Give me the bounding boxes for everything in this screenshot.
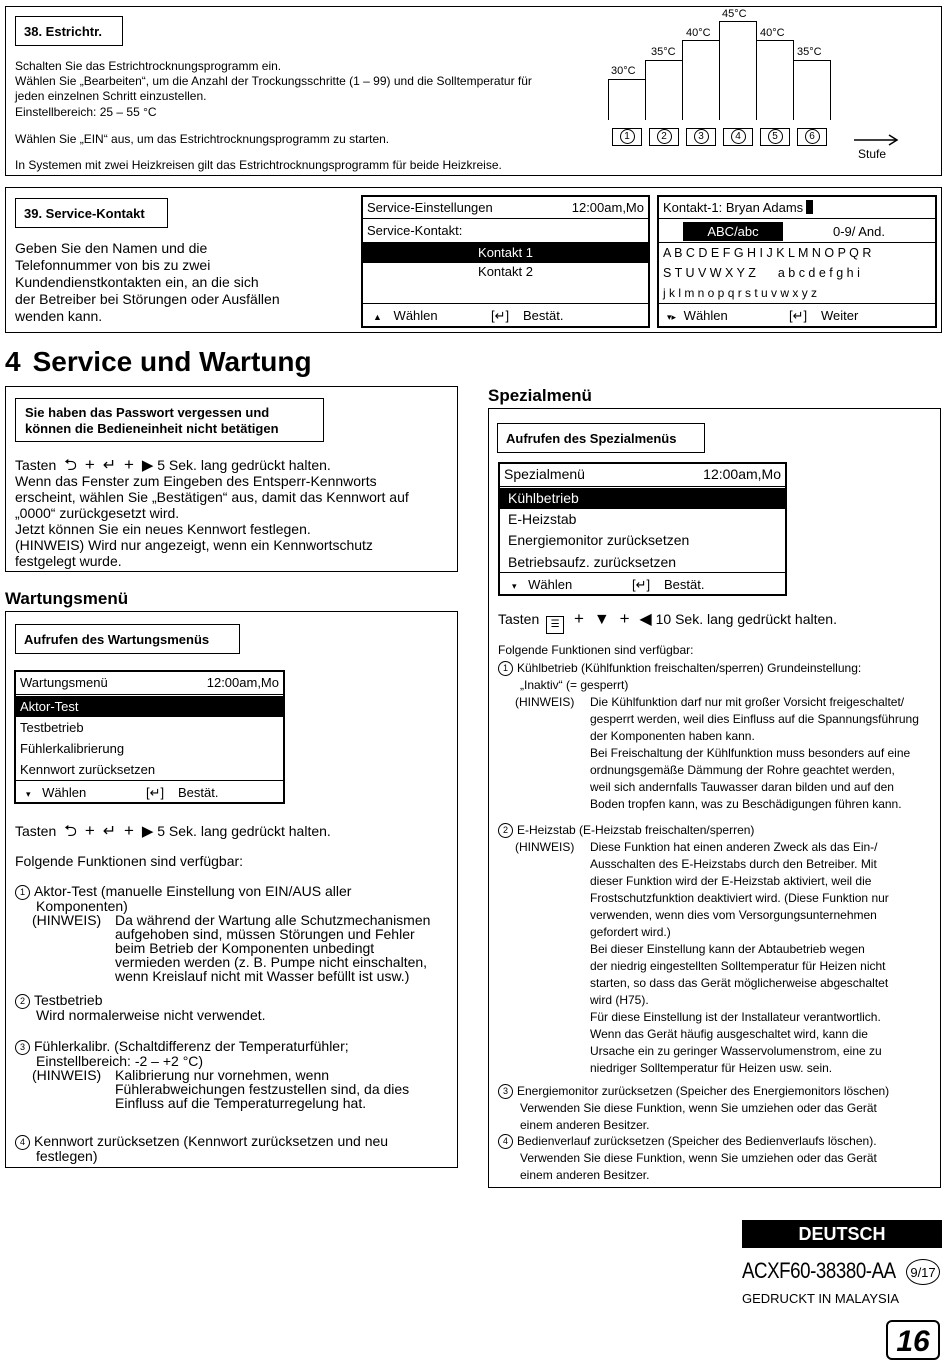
spezial-f4-line-3: einem anderen Besitzer. <box>520 1168 650 1182</box>
text-cursor <box>806 200 813 214</box>
screen-time: 12:00am,Mo <box>571 200 644 215</box>
sec38-line-4: Einstellbereich: 25 – 55 °C <box>15 105 157 119</box>
menu-item-testbetrieb[interactable]: Testbetrieb <box>20 720 84 735</box>
step-temp-5: 40°C <box>760 27 785 39</box>
wartung-f3-note-1: Kalibrierung nur vornehmen, wenn <box>115 1067 330 1083</box>
section-39-tag: 39. Service-Kontakt <box>15 198 168 228</box>
keyboard-row-2[interactable]: S T U V W X Y Z a b c d e f g h i <box>663 266 860 280</box>
play-right-icon: ▶ <box>141 823 154 840</box>
page-fraction: 9/17 <box>906 1259 940 1285</box>
screen-title: Spezialmenü 12:00am,Mo <box>500 464 785 485</box>
language-badge: DEUTSCH <box>742 1220 942 1248</box>
wartung-f1-title: 1 Aktor-Test (manuelle Einstellung von EIN/AUS aller <box>15 884 351 900</box>
service-contact-label: Service-Kontakt: <box>367 223 463 238</box>
pw-line-1: Wenn das Fenster zum Eingeben des Entsperr-Kennworts <box>15 473 377 489</box>
menu-item-energiemonitor[interactable]: Energiemonitor zurücksetzen <box>508 532 690 548</box>
wartung-f2-title: 2 Testbetrieb <box>15 993 102 1009</box>
spezial-avail: Folgende Funktionen sind verfügbar: <box>498 643 694 657</box>
back-arrow-icon: ⮌ <box>64 457 77 474</box>
screen-footer <box>363 305 648 326</box>
sec38-line-2: Wählen Sie „Bearbeiten“, um die Anzahl der Trockungsschritte (1 – 99) und die Solltemperatur für <box>15 74 532 88</box>
wartung-f1-note-5: wenn Kreislauf nicht mit Wasser befüllt ist usw.) <box>115 968 410 984</box>
footer-select-label: Wählen <box>528 577 573 592</box>
footer-select-label: Wählen <box>683 308 728 323</box>
spezial-f2-note-line: niedriger Solltemperatur für Heizen usw. sein. <box>590 1061 833 1075</box>
spezial-f4-line-2: Verwenden Sie diese Funktion, wenn Sie umziehen oder das Gerät <box>520 1151 877 1165</box>
step-temp-4: 45°C <box>722 8 747 20</box>
wartung-f1-note-4: vermieden werden (z. B. Pumpe nicht einschalten, <box>115 954 428 970</box>
spezial-f1-note-5: ordnungsgemäße Dämmung der Rohre geachtet werden, <box>590 763 895 777</box>
maintenance-menu-screen <box>14 670 285 804</box>
footer-select-label: Wählen <box>393 308 438 323</box>
footer-confirm-label: Bestät. <box>523 308 564 323</box>
wartung-f2-desc: Wird normalerweise nicht verwendet. <box>36 1007 266 1023</box>
step-number-4: 4 <box>723 128 753 146</box>
sec38-line-1: Schalten Sie das Estrichtrocknungsprogramm ein. <box>15 59 282 73</box>
spezial-f2-hinweis: (HINWEIS) <box>515 840 575 854</box>
triangle-down-icon: ▾ <box>26 789 31 799</box>
contact-screen-footer <box>659 305 935 326</box>
special-menu-screen <box>498 462 787 596</box>
wartung-heading: Wartungsmenü <box>5 589 129 608</box>
triangle-down-icon: ▼ <box>593 611 610 628</box>
spezial-f1-note-3: der Komponenten haben kann. <box>590 729 755 743</box>
contact-entry-screen <box>657 195 937 328</box>
wartung-f3-note-2: Fühlerabweichungen festzustellen sind, da dies <box>115 1081 410 1097</box>
contact-title: Kontakt-1: Bryan Adams <box>659 197 935 218</box>
chapter-number: 4 <box>5 346 21 377</box>
enter-key-icon: [↵] <box>789 308 808 323</box>
spezial-f2-note-line: Für diese Einstellung ist der Installateur verantwortlich. <box>590 1010 881 1024</box>
screen-footer <box>500 574 785 595</box>
wartung-f3-title: 3 Fühlerkalibr. (Schaltdifferenz der Temperaturfühler; <box>15 1039 349 1055</box>
keyboard-row-1[interactable]: A B C D E F G H I J K L M N O P Q R <box>663 246 872 260</box>
stufe-label: Stufe <box>858 147 887 161</box>
step-number-1: 1 <box>612 128 642 146</box>
pw-line-2: erscheint, wählen Sie „Bestätigen“ aus, damit das Kennwort auf <box>15 489 409 505</box>
sec38-line-5: Wählen Sie „EIN“ aus, um das Estrichtrocknungsprogramm zu starten. <box>15 132 390 146</box>
step-number-2: 2 <box>649 128 679 146</box>
page-number: 16 <box>886 1320 940 1360</box>
wartung-f1-note-1: Da während der Wartung alle Schutzmechanismen <box>115 912 431 928</box>
step-bar-4 <box>719 21 757 120</box>
spezial-f2-note-line: dieser Funktion wird der E-Heizstab aktiviert, weil die <box>590 874 872 888</box>
enter-key-icon: [↵] <box>146 785 165 800</box>
wartung-f3-title-2: Einstellbereich: -2 – +2 °C) <box>36 1053 204 1069</box>
spezial-f2-note-line: der niedrig eingestellten Solltemperatur für Heizen nicht <box>590 959 886 973</box>
spezial-f3-line-2: Verwenden Sie diese Funktion, wenn Sie umziehen oder das Gerät <box>520 1101 877 1115</box>
document-code: ACXF60-38380-AA <box>742 1258 896 1283</box>
spezial-f1-note-4: Bei Freischaltung der Kühlfunktion muss besonders auf eine <box>590 746 911 760</box>
screen-title: Service-Einstellungen 12:00am,Mo <box>363 197 648 218</box>
pw-keys-line: Tasten ⮌ + ↵ + ▶ 5 Sek. lang gedrückt halten. <box>15 455 331 474</box>
list-menu-icon: ☰ <box>546 616 564 634</box>
spezial-keys-line: Tasten ☰ + ▼ + ◀ 10 Sek. lang gedrückt halten. <box>498 610 837 634</box>
wartung-f3-hinweis: (HINWEIS) <box>32 1067 102 1083</box>
spezial-f2-note-line: Ausschalten des E-Heizstabs durch den Betreiber. Mit <box>590 857 877 871</box>
footer-next-label: Weiter <box>821 308 859 323</box>
step-temp-3: 40°C <box>686 27 711 39</box>
wartung-avail: Folgende Funktionen sind verfügbar: <box>15 853 244 869</box>
step-temp-6: 35°C <box>797 46 822 58</box>
wartung-f3-note-3: Einfluss auf die Temperaturregelung hat. <box>115 1095 367 1111</box>
enter-key-icon: [↵] <box>632 577 651 592</box>
spezial-f3-line-3: einem anderen Besitzer. <box>520 1118 650 1132</box>
pw-line-4: Jetzt können Sie ein neues Kennwort festlegen. <box>15 521 311 537</box>
printed-in: GEDRUCKT IN MALAYSIA <box>742 1291 899 1306</box>
play-right-icon: ▶ <box>141 457 154 474</box>
wartung-f1-note-3: beim Betrieb der Komponenten unbedingt <box>115 940 375 956</box>
step-number-3: 3 <box>686 128 716 146</box>
enter-icon: ↵ <box>102 823 117 840</box>
spezial-f2-note-line: starten, so dass das Gerät möglicherweise abgeschaltet <box>590 976 889 990</box>
triangle-down-icon: ▾ <box>512 581 517 591</box>
section-38-tag: 38. Estrichtr. <box>15 16 123 46</box>
sec39-line-4: der Betreiber bei Störungen oder Ausfällen <box>15 291 280 307</box>
triangle-left-icon: ◀ <box>639 611 652 628</box>
sec39-line-5: wenden kann. <box>15 308 103 324</box>
enter-key-icon: [↵] <box>491 308 510 323</box>
wartung-f4-title-2: festlegen) <box>36 1148 98 1164</box>
menu-item-fuehlerkalibrierung[interactable]: Fühlerkalibrierung <box>20 741 125 756</box>
spezial-f4-title: 4 Bedienverlauf zurücksetzen (Speicher des Bedienverlaufs löschen). <box>498 1133 877 1149</box>
spezial-heading: Spezialmenü <box>488 386 592 405</box>
spezial-f1-note-7: Boden tropfen kann, was zu Beschädigungen führen kann. <box>590 797 902 811</box>
screen-footer <box>16 782 283 803</box>
password-tag: Sie haben das Passwort vergessen und können die Bedieneinheit nicht betätigen <box>15 398 324 442</box>
spezial-f2-note-line: verwenden, wenn dies vom Versorgungsunternehmen <box>590 908 877 922</box>
service-settings-screen <box>361 195 650 328</box>
menu-item-kennwort[interactable]: Kennwort zurücksetzen <box>20 762 156 777</box>
spezial-f2-title: 2 E-Heizstab (E-Heizstab freischalten/sperren) <box>498 822 754 838</box>
spezial-f2-note-line: Ursache ein zu geringer Wasservolumenstrom, eine zu <box>590 1044 882 1058</box>
tab-numbers[interactable]: 0-9/ And. <box>832 224 886 239</box>
triangle-up-icon: ▲ <box>373 312 382 322</box>
spezial-f2-note-line: wird (H75). <box>590 993 649 1007</box>
spezial-f1-note-1: Die Kühlfunktion darf nur mit großer Vorsicht freigeschaltet/ <box>590 695 905 709</box>
step-bar-6 <box>793 60 831 120</box>
menu-item-aktor-test[interactable]: Aktor-Test <box>16 696 283 717</box>
spezial-f2-note-line: Wenn das Gerät häufig ausgeschaltet wird, kann die <box>590 1027 868 1041</box>
back-arrow-icon: ⮌ <box>64 823 77 840</box>
pw-line-3: „0000“ zurückgesetzt wird. <box>15 505 180 521</box>
spezial-f1-hinweis: (HINWEIS) <box>515 695 575 709</box>
sec39-line-3: Kundendienstkontakten ein, an die sich <box>15 274 259 290</box>
menu-item-kontakt-1[interactable]: Kontakt 1 <box>363 242 648 263</box>
sec39-line-2: Telefonnummer von bis zu zwei <box>15 257 211 273</box>
sec38-line-6: In Systemen mit zwei Heizkreisen gilt das Estrichtrocknungsprogramm für beide Heizkreise. <box>15 158 502 172</box>
step-temp-1: 30°C <box>611 65 636 77</box>
spezial-f3-title: 3 Energiemonitor zurücksetzen (Speicher des Energiemonitors löschen) <box>498 1083 889 1099</box>
step-temp-2: 35°C <box>651 46 676 58</box>
enter-icon: ↵ <box>102 457 117 474</box>
sec39-line-1: Geben Sie den Namen und die <box>15 240 208 256</box>
footer-select-label: Wählen <box>42 785 87 800</box>
spezial-f1-title: 1 Kühlbetrieb (Kühlfunktion freischalten/sperren) Grundeinstellung: <box>498 660 861 676</box>
arrow-right-icon <box>852 133 902 147</box>
spezial-f2-note-line: Frostschutzfunktion deaktiviert wird. (Diese Funktion nur <box>590 891 889 905</box>
menu-item-e-heizstab[interactable]: E-Heizstab <box>508 511 577 527</box>
wartung-f1-title-2: Komponenten) <box>36 898 128 914</box>
triangle-down-right-icon: ▾▸ <box>667 312 677 322</box>
spezial-f2-note-line: Bei dieser Einstellung kann der Abtaubetrieb wegen <box>590 942 865 956</box>
menu-item-betriebsaufz[interactable]: Betriebsaufz. zurücksetzen <box>508 554 677 570</box>
footer-confirm-label: Bestät. <box>178 785 219 800</box>
spezial-f2-note-line: gefordert wird.) <box>590 925 671 939</box>
wartung-keys-line: Tasten ⮌ + ↵ + ▶ 5 Sek. lang gedrückt halten. <box>15 821 331 840</box>
chapter-heading <box>5 346 312 378</box>
screen-title: Wartungsmenü 12:00am,Mo <box>16 672 283 693</box>
wartung-f1-note-2: aufgehoben sind, müssen Störungen und Fehler <box>115 926 415 942</box>
footer-confirm-label: Bestät. <box>664 577 705 592</box>
step-number-6: 6 <box>797 128 827 146</box>
step-bar-2 <box>645 60 683 120</box>
screen-time: 12:00am,Mo <box>703 466 781 482</box>
wartung-f1-hinweis: (HINWEIS) <box>32 912 102 928</box>
pw-line-6: festgelegt wurde. <box>15 553 122 569</box>
chapter-title: Service und Wartung <box>32 346 312 377</box>
sec38-line-3: jeden einzelnen Schritt einzustellen. <box>15 89 207 103</box>
step-bar-3 <box>682 40 720 120</box>
spezial-f1-note-6: weil sich andernfalls Tauwasser daran bilden und auf den <box>590 780 894 794</box>
wartung-f4-title: 4 Kennwort zurücksetzen (Kennwort zurücksetzen und neu <box>15 1134 388 1150</box>
wartung-tag: Aufrufen des Wartungsmenüs <box>15 624 240 654</box>
step-bar-5 <box>756 40 794 120</box>
step-bar-1 <box>608 79 646 120</box>
screen-time: 12:00am,Mo <box>206 675 279 690</box>
menu-item-kuehlbetrieb[interactable]: Kühlbetrieb <box>500 488 785 509</box>
pw-line-5: (HINWEIS) Wird nur angezeigt, wenn ein Kennwortschutz <box>15 537 373 553</box>
tab-abc[interactable]: ABC/abc <box>683 222 783 241</box>
spezial-f1-note-2: gesperrt werden, weil dies Einfluss auf die Spannungsführung <box>590 712 919 726</box>
menu-item-kontakt-2[interactable]: Kontakt 2 <box>478 264 533 279</box>
spezial-f1-title-2: „Inaktiv“ (= gesperrt) <box>520 678 629 692</box>
spezial-f2-note-line: Diese Funktion hat einen anderen Zweck als das Ein-/ <box>590 840 878 854</box>
spezial-tag: Aufrufen des Spezialmenüs <box>497 423 705 453</box>
keyboard-row-3[interactable]: j k l m n o p q r s t u v w x y z <box>663 286 818 300</box>
step-number-5: 5 <box>760 128 790 146</box>
